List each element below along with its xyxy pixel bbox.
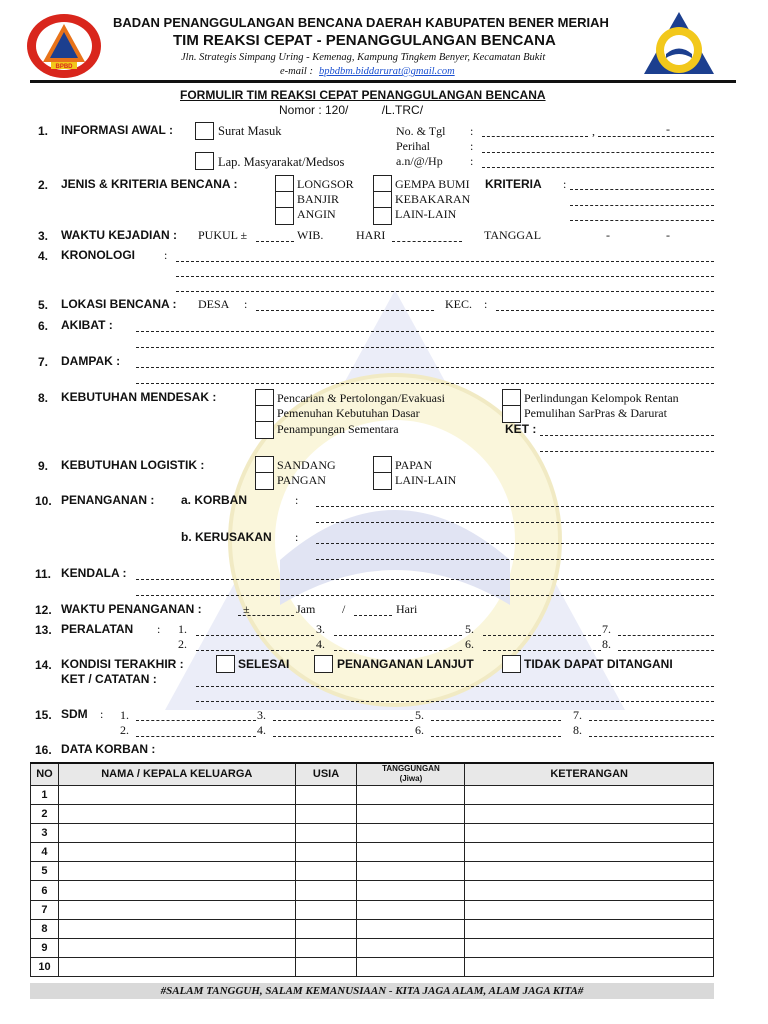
sdm-num-3: 3. xyxy=(257,708,266,722)
pukul-field[interactable] xyxy=(256,241,294,242)
col-tanggungan xyxy=(357,763,465,785)
table-row xyxy=(31,862,714,881)
s7-label: DAMPAK : xyxy=(61,354,121,368)
pukul-label: PUKUL ± xyxy=(198,228,248,242)
kec-colon: : xyxy=(484,297,488,311)
tanggal-dash-2: - xyxy=(666,228,670,242)
svg-text:BPBD: BPBD xyxy=(55,64,73,70)
s10-label: PENANGANAN : xyxy=(61,493,155,507)
lainlain-logistik-label: LAIN-LAIN xyxy=(395,473,457,487)
ket-s8-field-2[interactable] xyxy=(540,451,714,452)
peralatan-num-5: 5. xyxy=(465,622,474,636)
nama-cell[interactable] xyxy=(58,958,295,977)
pemulihan-checkbox[interactable] xyxy=(502,405,521,423)
col-keterangan: KETERANGAN xyxy=(465,763,714,785)
row-number: 3 xyxy=(31,823,59,842)
angin-checkbox[interactable] xyxy=(275,207,294,225)
s11-label: KENDALA : xyxy=(61,566,127,580)
kronologi-colon: : xyxy=(164,248,168,262)
peralatan-num-1: 1. xyxy=(178,622,187,636)
akibat-field-1[interactable] xyxy=(136,331,714,332)
hari-label: HARI xyxy=(356,228,386,242)
kerusakan-field-2[interactable] xyxy=(316,559,714,560)
pemenuhan-label: Pemenuhan Kebutuhan Dasar xyxy=(277,406,420,420)
kebakaran-label: KEBAKARAN xyxy=(395,192,471,206)
s3-num: 3. xyxy=(38,229,49,243)
keterangan-cell[interactable] xyxy=(465,804,714,823)
sdm-num-7: 7. xyxy=(573,708,582,722)
peralatan-field-5[interactable] xyxy=(483,635,601,636)
dampak-field-2[interactable] xyxy=(136,383,714,384)
s14-num: 14. xyxy=(35,658,52,672)
tanggal-label: TANGGAL xyxy=(484,228,542,242)
s6-label: AKIBAT : xyxy=(61,318,113,332)
catatan-field-2[interactable] xyxy=(196,701,714,702)
nama-cell[interactable] xyxy=(58,919,295,938)
kendala-field-2[interactable] xyxy=(136,595,714,596)
s13-label: PERALATAN xyxy=(61,622,134,636)
sdm-field-2[interactable] xyxy=(136,736,256,737)
nama-cell[interactable] xyxy=(58,881,295,900)
usia-cell[interactable] xyxy=(295,785,357,804)
form-nomor: Nomor : 120/ /L.TRC/ xyxy=(279,103,424,117)
peralatan-field-4[interactable] xyxy=(334,650,462,651)
data-korban-table xyxy=(30,762,714,977)
s15-num: 15. xyxy=(35,708,52,722)
s6-num: 6. xyxy=(38,319,49,333)
nama-cell[interactable] xyxy=(58,843,295,862)
tanggungan-cell[interactable] xyxy=(357,804,465,823)
lainlain-bencana-checkbox[interactable] xyxy=(373,207,392,225)
perihal-label: Perihal xyxy=(396,139,430,153)
jam-field[interactable] xyxy=(238,615,294,616)
s9-label: KEBUTUHAN LOGISTIK : xyxy=(61,458,205,472)
keterangan-cell[interactable] xyxy=(465,919,714,938)
s16-label: DATA KORBAN : xyxy=(61,742,156,756)
lap-masyarakat-checkbox[interactable] xyxy=(195,152,214,170)
row-number: 9 xyxy=(31,939,59,958)
hari-penanganan-field[interactable] xyxy=(354,615,392,616)
s14-label: KONDISI TERAKHIR : xyxy=(61,657,184,671)
nama-cell[interactable] xyxy=(58,939,295,958)
keterangan-cell[interactable] xyxy=(465,900,714,919)
kendala-field-1[interactable] xyxy=(136,579,714,580)
korban-colon: : xyxy=(295,493,299,507)
catatan-label: KET / CATATAN : xyxy=(61,672,157,686)
email-link[interactable]: bpbdbm.biddarurat@gmail.com xyxy=(319,66,455,77)
row-number: 1 xyxy=(31,785,59,804)
sdm-num-6: 6. xyxy=(415,723,424,737)
an-field[interactable] xyxy=(482,167,714,168)
sdm-field-1[interactable] xyxy=(136,720,256,721)
s16-num: 16. xyxy=(35,743,52,757)
sdm-num-4: 4. xyxy=(257,723,266,737)
row-number: 7 xyxy=(31,900,59,919)
s8-label: KEBUTUHAN MENDESAK : xyxy=(61,390,217,404)
catatan-field-1[interactable] xyxy=(196,686,714,687)
notgl-comma: , xyxy=(592,124,595,138)
col-usia: USIA xyxy=(295,763,357,785)
s4-num: 4. xyxy=(38,249,49,263)
usia-cell[interactable] xyxy=(295,939,357,958)
longsor-label: LONGSOR xyxy=(297,177,354,191)
peralatan-num-8: 8. xyxy=(602,637,611,651)
s12-label: WAKTU PENANGANAN : xyxy=(61,602,202,616)
kerusakan-colon: : xyxy=(295,530,299,544)
kriteria-field-3[interactable] xyxy=(570,220,714,221)
kec-label: KEC. xyxy=(445,297,472,311)
sdm-field-6[interactable] xyxy=(431,736,561,737)
kronologi-field-3[interactable] xyxy=(176,291,714,292)
usia-cell[interactable] xyxy=(295,843,357,862)
tanggungan-cell[interactable] xyxy=(357,881,465,900)
s2-label: JENIS & KRITERIA BENCANA : xyxy=(61,177,238,191)
s15-label: SDM xyxy=(61,707,88,721)
kriteria-label: KRITERIA xyxy=(485,177,542,191)
row-number: 2 xyxy=(31,804,59,823)
ket-s8-label: KET : xyxy=(505,422,537,436)
perlindungan-label: Perlindungan Kelompok Rentan xyxy=(524,391,679,405)
desa-field[interactable] xyxy=(256,310,434,311)
kerusakan-label: b. KERUSAKAN xyxy=(181,530,272,544)
trc-logo xyxy=(642,10,716,76)
selesai-label: SELESAI xyxy=(238,657,290,671)
jam-label: Jam xyxy=(296,602,316,616)
s3-label: WAKTU KEJADIAN : xyxy=(61,228,177,242)
sdm-num-8: 8. xyxy=(573,723,582,737)
table-row xyxy=(31,958,714,977)
dampak-field-1[interactable] xyxy=(136,367,714,368)
angin-label: ANGIN xyxy=(297,207,336,221)
row-number: 8 xyxy=(31,919,59,938)
tanggungan-cell[interactable] xyxy=(357,843,465,862)
peralatan-num-3: 3. xyxy=(316,622,325,636)
sdm-field-3[interactable] xyxy=(273,720,413,721)
col-nama: NAMA / KEPALA KELUARGA xyxy=(58,763,295,785)
s8-num: 8. xyxy=(38,391,49,405)
nama-cell[interactable] xyxy=(58,900,295,919)
s13-num: 13. xyxy=(35,623,52,637)
pangan-label: PANGAN xyxy=(277,473,326,487)
tanggal-dash-1: - xyxy=(606,228,610,242)
perihal-colon: : xyxy=(470,139,474,153)
peralatan-colon: : xyxy=(157,622,161,636)
table-row xyxy=(31,804,714,823)
table-row xyxy=(31,919,714,938)
sdm-field-8[interactable] xyxy=(589,736,714,737)
peralatan-field-3[interactable] xyxy=(334,635,462,636)
nama-cell[interactable] xyxy=(58,804,295,823)
s4-label: KRONOLOGI xyxy=(61,248,135,262)
sdm-num-1: 1. xyxy=(120,708,129,722)
s1-label: INFORMASI AWAL : xyxy=(61,123,173,137)
kronologi-field-2[interactable] xyxy=(176,276,714,277)
wib-label: WIB. xyxy=(297,228,324,242)
keterangan-cell[interactable] xyxy=(465,843,714,862)
papan-label: PAPAN xyxy=(395,458,433,472)
kec-field[interactable] xyxy=(496,310,714,311)
selesai-checkbox[interactable] xyxy=(216,655,235,673)
waktu-pm: ± xyxy=(243,602,250,616)
kriteria-field-2[interactable] xyxy=(570,205,714,206)
surat-masuk-label: Surat Masuk xyxy=(218,124,282,138)
gempa-label: GEMPA BUMI xyxy=(395,177,470,191)
peralatan-num-2: 2. xyxy=(178,637,187,651)
waktu-slash: / xyxy=(342,602,346,616)
an-label: a.n/@/Hp xyxy=(396,154,443,168)
usia-cell[interactable] xyxy=(295,862,357,881)
usia-cell[interactable] xyxy=(295,881,357,900)
nama-cell[interactable] xyxy=(58,785,295,804)
tgl-dash: - xyxy=(666,122,670,136)
sdm-field-7[interactable] xyxy=(589,720,714,721)
form-title: FORMULIR TIM REAKSI CEPAT PENANGGULANGAN BENCANA xyxy=(180,88,546,102)
an-colon: : xyxy=(470,154,474,168)
s7-num: 7. xyxy=(38,355,49,369)
kerusakan-field-1[interactable] xyxy=(316,543,714,544)
kriteria-field-1[interactable] xyxy=(570,189,714,190)
lanjut-checkbox[interactable] xyxy=(314,655,333,673)
tidak-ditangani-checkbox[interactable] xyxy=(502,655,521,673)
peralatan-field-6[interactable] xyxy=(483,650,601,651)
sdm-num-2: 2. xyxy=(120,723,129,737)
org-line1: BADAN PENANGGULANGAN BENCANA DAERAH KABUPATEN BENER MERIAH xyxy=(113,15,609,30)
pangan-checkbox[interactable] xyxy=(255,472,274,490)
peralatan-num-6: 6. xyxy=(465,637,474,651)
tanggungan-cell[interactable] xyxy=(357,785,465,804)
row-number: 4 xyxy=(31,843,59,862)
table-row xyxy=(31,939,714,958)
hari-penanganan-label: Hari xyxy=(396,602,418,616)
kronologi-field-1[interactable] xyxy=(176,261,714,262)
tidak-ditangani-label: TIDAK DAPAT DITANGANI xyxy=(524,657,673,671)
akibat-field-2[interactable] xyxy=(136,347,714,348)
row-number: 10 xyxy=(31,958,59,977)
peralatan-num-4: 4. xyxy=(316,637,325,651)
korban-field-1[interactable] xyxy=(316,506,714,507)
s2-num: 2. xyxy=(38,178,49,192)
header-divider xyxy=(30,80,736,83)
nama-cell[interactable] xyxy=(58,823,295,842)
keterangan-cell[interactable] xyxy=(465,958,714,977)
keterangan-cell[interactable] xyxy=(465,939,714,958)
tanggungan-cell[interactable] xyxy=(357,862,465,881)
peralatan-field-1[interactable] xyxy=(196,635,314,636)
org-address: Jln. Strategis Simpang Uring - Kemenag, Kampung Tingkem Benyer, Kecamatan Bukit xyxy=(181,52,546,63)
penampungan-label: Penampungan Sementara xyxy=(277,422,399,436)
notgl-colon: : xyxy=(470,124,474,138)
perihal-field[interactable] xyxy=(482,152,714,153)
org-line2: TIM REAKSI CEPAT - PENANGGULANGAN BENCANA xyxy=(173,32,556,49)
footer-slogan: #SALAM TANGGUH, SALAM KEMANUSIAAN - KITA JAGA ALAM, ALAM JAGA KITA# xyxy=(30,983,714,999)
sdm-num-5: 5. xyxy=(415,708,424,722)
s11-num: 11. xyxy=(35,567,52,581)
surat-masuk-checkbox[interactable] xyxy=(195,122,214,140)
table-row xyxy=(31,881,714,900)
keterangan-cell[interactable] xyxy=(465,862,714,881)
peralatan-field-8[interactable] xyxy=(618,650,714,651)
email-label: e-mail : xyxy=(280,66,313,77)
keterangan-cell[interactable] xyxy=(465,785,714,804)
bpbd-logo xyxy=(25,12,103,80)
keterangan-cell[interactable] xyxy=(465,881,714,900)
banjir-label: BANJIR xyxy=(297,192,340,206)
kriteria-colon: : xyxy=(563,177,567,191)
tanggungan-cell[interactable] xyxy=(357,823,465,842)
tanggungan-cell[interactable] xyxy=(357,939,465,958)
peralatan-field-2[interactable] xyxy=(196,650,314,651)
notgl-label: No. & Tgl xyxy=(396,124,446,138)
pencarian-label: Pencarian & Pertolongan/Evakuasi xyxy=(277,391,445,405)
table-header-row xyxy=(31,763,714,785)
row-number: 6 xyxy=(31,881,59,900)
pemulihan-label: Pemulihan SarPras & Darurat xyxy=(524,406,667,420)
tanggungan-cell[interactable] xyxy=(357,900,465,919)
keterangan-cell[interactable] xyxy=(465,823,714,842)
tanggungan-cell[interactable] xyxy=(357,958,465,977)
penampungan-checkbox[interactable] xyxy=(255,421,274,439)
desa-colon: : xyxy=(244,297,248,311)
tgl-field[interactable] xyxy=(598,136,714,137)
s12-num: 12. xyxy=(35,603,52,617)
usia-cell[interactable] xyxy=(295,958,357,977)
table-row xyxy=(31,843,714,862)
lanjut-label: PENANGANAN LANJUT xyxy=(337,657,474,671)
usia-cell[interactable] xyxy=(295,823,357,842)
usia-cell[interactable] xyxy=(295,900,357,919)
table-row xyxy=(31,900,714,919)
hari-field[interactable] xyxy=(392,241,462,242)
sdm-colon: : xyxy=(100,707,104,721)
s10-num: 10. xyxy=(35,494,52,508)
desa-label: DESA xyxy=(198,297,230,311)
row-number: 5 xyxy=(31,862,59,881)
s5-num: 5. xyxy=(38,298,49,312)
ket-s8-field-1[interactable] xyxy=(540,435,714,436)
s5-label: LOKASI BENCANA : xyxy=(61,297,177,311)
table-row xyxy=(31,823,714,842)
sandang-label: SANDANG xyxy=(277,458,336,472)
s9-num: 9. xyxy=(38,459,49,473)
korban-label: a. KORBAN xyxy=(181,493,248,507)
col-tanggungan-unit: (Jiwa) xyxy=(399,774,423,784)
nama-cell[interactable] xyxy=(58,862,295,881)
usia-cell[interactable] xyxy=(295,804,357,823)
lap-masyarakat-label: Lap. Masyarakat/Medsos xyxy=(218,155,345,169)
korban-field-2[interactable] xyxy=(316,522,714,523)
peralatan-field-7[interactable] xyxy=(618,635,714,636)
notgl-field[interactable] xyxy=(482,136,588,137)
col-no: NO xyxy=(31,763,59,785)
table-row xyxy=(31,785,714,804)
s1-num: 1. xyxy=(38,124,49,138)
sdm-field-5[interactable] xyxy=(431,720,561,721)
sdm-field-4[interactable] xyxy=(273,736,413,737)
peralatan-num-7: 7. xyxy=(602,622,611,636)
col-tanggungan-label: TANGGUNGAN xyxy=(382,764,440,774)
tanggungan-cell[interactable] xyxy=(357,919,465,938)
usia-cell[interactable] xyxy=(295,919,357,938)
lainlain-logistik-checkbox[interactable] xyxy=(373,472,392,490)
lainlain-bencana-label: LAIN-LAIN xyxy=(395,207,457,221)
